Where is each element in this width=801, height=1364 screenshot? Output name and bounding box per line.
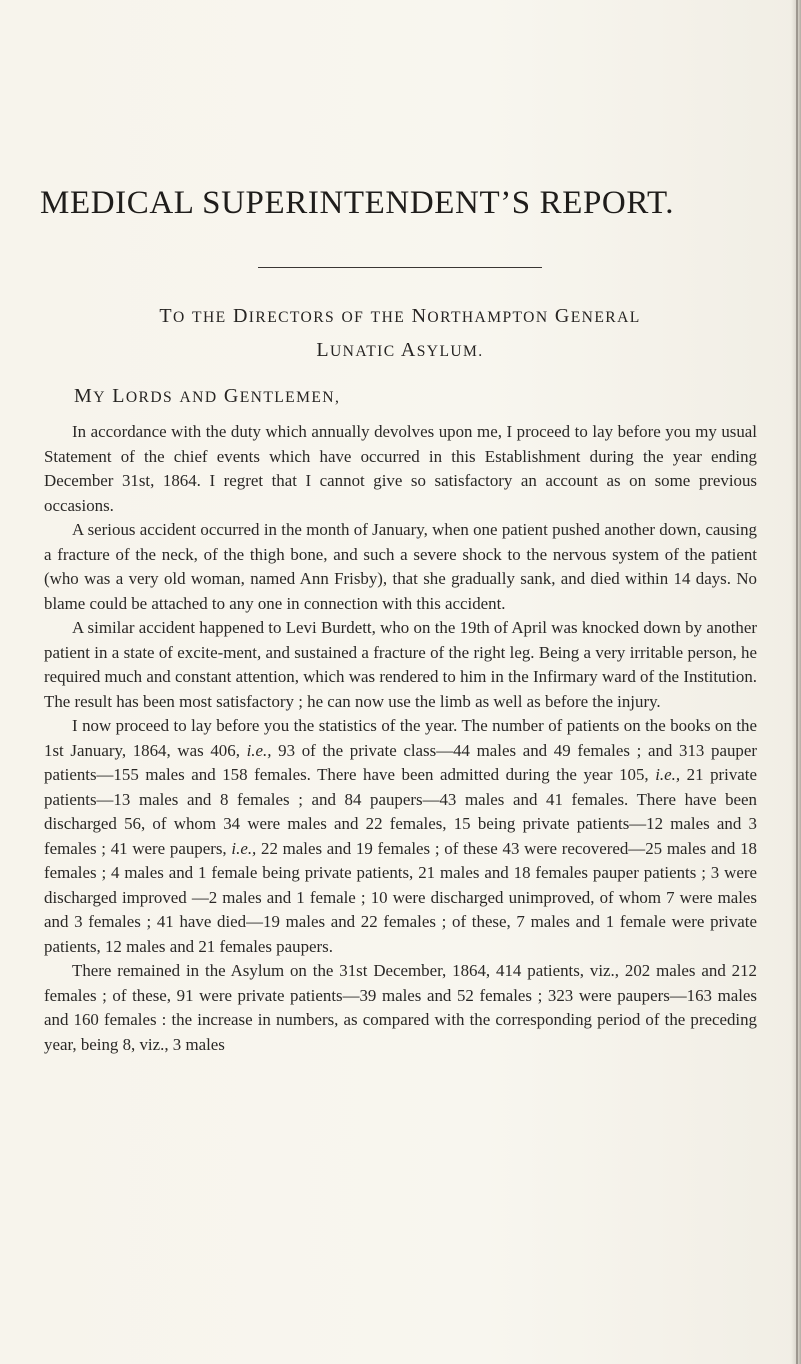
statistics-text-3: 21 private patients—13 males and 8 females ; and 84 paupers—43 males and 41 females. There have been discharged 56, of whom 34 were males and 22 females, 15 being private patients—12 males and 3 females ; 41 were paupers, [44, 765, 757, 858]
statistics-ie-2: i.e., [655, 765, 681, 784]
address-of-small: OF [341, 309, 365, 326]
address-line-2 [40, 339, 760, 362]
address-asylum-cap: A [400, 339, 417, 361]
paragraph-statistics [44, 714, 757, 959]
statistics-text-2: 93 of the private class—44 males and 49 females ; and 313 pauper patients—155 males and 158 females. There have been admitted during the year 105, [44, 740, 757, 784]
report-body [44, 420, 757, 1057]
salutation-my-cap: M [74, 385, 94, 407]
address-to-small: O [172, 309, 186, 326]
salutation-lords-cap: L [112, 385, 126, 407]
salutation-gentlemen-small: ENTLEMEN, [239, 389, 341, 406]
paragraph-introduction: In accordance with the duty which annually devolves upon me, I proceed to lay before you my usual Statement of the chief events which have occurred in this Establishment during the year ending December 31st, 1864. I regret that I cannot give so satisfactory an account as on some previous occasions. [44, 422, 757, 515]
paragraph-remaining: There remained in the Asylum on the 31st December, 1864, 414 patients, viz., 202 males and 212 females ; of these, 91 were private patients—39 males and 52 females ; 323 were paupers—163 males and 160 females : the increase in numbers, as compared with the corresponding period of the preceding year, being 8, viz., 3 males [44, 961, 757, 1054]
address-directors-cap: D [232, 305, 249, 327]
address-the2-small: THE [370, 309, 406, 326]
address-to-cap: T [159, 305, 173, 327]
page-title: MEDICAL SUPERINTENDENT’S REPORT. [40, 185, 675, 221]
salutation-gentlemen-cap: G [223, 385, 240, 407]
salutation-and-small: AND [179, 389, 218, 406]
address-directors-small: IRECTORS [248, 309, 336, 326]
salutation-my-small: Y [93, 389, 106, 406]
address-lunatic-cap: L [316, 339, 330, 361]
address-lunatic-small: UNATIC [330, 343, 396, 360]
address-general-cap: G [554, 305, 571, 327]
statistics-text-1: I now proceed to lay before you the statistics of the year. The number of patients on the books on the 1st January, 1864, was 406, [44, 716, 757, 760]
address-general-small: ENERAL [570, 309, 641, 326]
statistics-text-4: 22 males and 19 females ; of these 43 were recovered—25 males and 18 females ; 4 males and 1 female being private patients, 21 males and 18 females pauper patients ; 3 were discharged improved —2 males and 1 female ; 10 were discharged unimproved, of whom 7 were males and 3 females ; 41 have died—19 males and 22 females ; of these, 7 males and 1 female were private patients, 12 males and 21 females paupers. [44, 838, 757, 956]
address-asylum-small: SYLUM. [416, 343, 484, 360]
title-divider [258, 267, 542, 268]
salutation-lords-small: ORDS [125, 389, 174, 406]
address-the-small: THE [192, 309, 227, 326]
statistics-ie-3: i.e., [231, 838, 257, 858]
address-northampton-small: ORTHAMPTON [427, 309, 549, 326]
salutation [74, 385, 340, 408]
statistics-ie-1: i.e., [246, 740, 272, 760]
address-northampton-cap: N [411, 305, 428, 327]
paragraph-accident-burdett: A similar accident happened to Levi Burdett, who on the 19th of April was knocked down by another patient in a state of excite-ment, and sustained a fracture of the right leg. Being a very irritable person, he required much and constant attention, which was rendered to him in the Infirmary ward of the Institution. The result has been most satisfactory ; he can now use the limb as well as before the injury. [44, 618, 757, 711]
address-line-1 [40, 305, 760, 328]
paragraph-accident-frisby: A serious accident occurred in the month of January, when one patient pushed another down, causing a fracture of the neck, of the thigh bone, and such a severe shock to the nervous system of the patient (who was a very old woman, named Ann Frisby), that she gradually sank, and died within 14 days. No blame could be attached to any one in connection with this accident. [44, 520, 757, 613]
page-edge-line [796, 0, 798, 1364]
